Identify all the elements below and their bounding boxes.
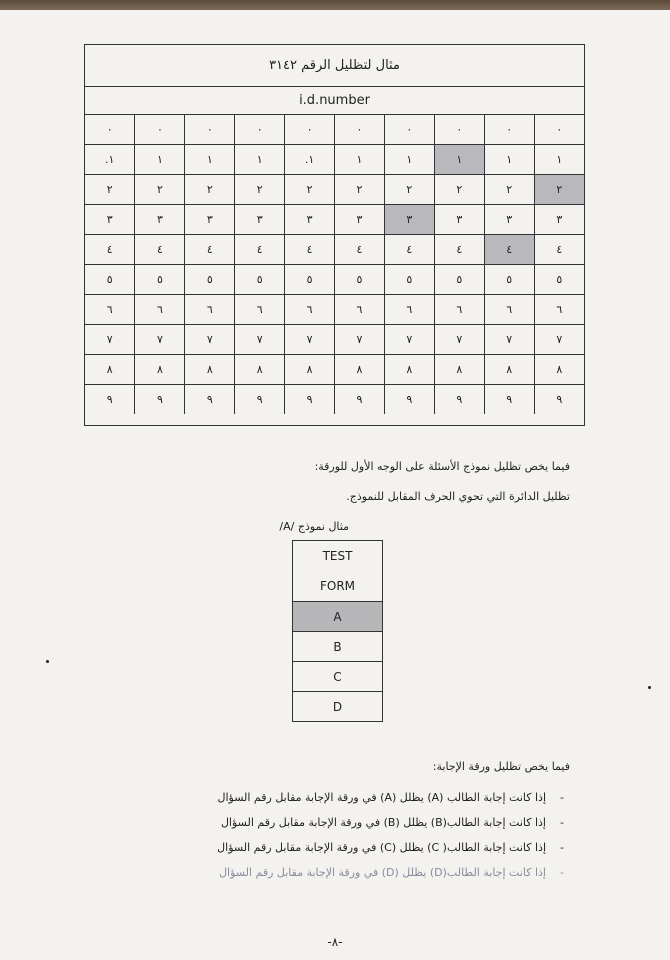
grid-cell: ٣ <box>185 205 235 235</box>
grid-cell: ٧ <box>235 325 285 355</box>
grid-cell: ٢ <box>85 175 135 205</box>
grid-cell: ٥ <box>484 265 534 295</box>
grid-cell: ٠ <box>534 115 584 145</box>
grid-cell: ٠ <box>384 115 434 145</box>
test-form-header-line2: FORM <box>319 579 356 593</box>
grid-cell: ٨ <box>434 355 484 385</box>
grid-cell: ٠ <box>85 115 135 145</box>
answer-bullet <box>217 785 570 810</box>
section1-heading: فيما يخص تظليل نموذج الأسئلة على الوجه الأول للورقة: <box>314 460 570 473</box>
grid-cell: ٨ <box>484 355 534 385</box>
grid-cell: ٨ <box>185 355 235 385</box>
grid-cell: ٥ <box>85 265 135 295</box>
test-form-option: D <box>293 691 382 721</box>
grid-cell: ٦ <box>434 295 484 325</box>
grid-cell: ٢ <box>534 175 584 205</box>
grid-cell: ٣ <box>285 205 335 235</box>
grid-cell: ٠ <box>235 115 285 145</box>
grid-cell: ٠ <box>335 115 385 145</box>
grid-cell: ١ <box>384 145 434 175</box>
page-number: -٨- <box>327 935 343 949</box>
grid-cell: ٤ <box>185 235 235 265</box>
grid-cell: ٨ <box>384 355 434 385</box>
section1-instruction: تظليل الدائرة التي تحوي الحرف المقابل للنموذج. <box>346 490 570 503</box>
bullet-dash: - <box>560 866 564 879</box>
bullet-text: إذا كانت إجابة الطالب(B) يظلل (B) في ورقة الإجابة مقابل رقم السؤال <box>220 816 546 829</box>
bullet-text: إذا كانت إجابة الطالب (A) يظلل (A) في ورقة الإجابة مقابل رقم السؤال <box>217 791 546 804</box>
test-form-box <box>292 540 383 722</box>
test-form-option: A <box>293 601 382 631</box>
answer-bullet <box>217 860 570 885</box>
grid-cell: ٨ <box>135 355 185 385</box>
grid-cell: ١ <box>185 145 235 175</box>
grid-cell: ٢ <box>335 175 385 205</box>
grid-cell: ٧ <box>285 325 335 355</box>
grid-cell: ٦ <box>534 295 584 325</box>
grid-cell: ٣ <box>235 205 285 235</box>
grid-cell: ٣ <box>135 205 185 235</box>
grid-cell: ١ <box>484 145 534 175</box>
id-table-title: مثال لتظليل الرقم ٣١٤٢ <box>85 45 584 87</box>
grid-cell: ٠ <box>484 115 534 145</box>
grid-cell: ٤ <box>384 235 434 265</box>
scan-speck <box>46 660 49 663</box>
grid-cell: ٦ <box>185 295 235 325</box>
grid-cell: ٢ <box>484 175 534 205</box>
id-number-table <box>84 44 585 426</box>
scan-speck <box>648 686 651 689</box>
grid-cell: ١ <box>235 145 285 175</box>
grid-cell: ٠ <box>285 115 335 145</box>
grid-cell: ٨ <box>235 355 285 385</box>
answer-bullet <box>217 835 570 860</box>
grid-row <box>85 265 584 295</box>
grid-cell: ٣ <box>534 205 584 235</box>
grid-cell: ٤ <box>534 235 584 265</box>
grid-cell: ٠ <box>185 115 235 145</box>
grid-cell: ٣ <box>434 205 484 235</box>
grid-cell: ٧ <box>135 325 185 355</box>
test-form-header-line1: TEST <box>322 549 353 563</box>
grid-cell: ٩ <box>384 385 434 415</box>
grid-cell: ٤ <box>285 235 335 265</box>
grid-cell: ٢ <box>135 175 185 205</box>
grid-row <box>85 205 584 235</box>
grid-cell: ٣ <box>384 205 434 235</box>
grid-cell: ٤ <box>484 235 534 265</box>
grid-cell: ٦ <box>335 295 385 325</box>
grid-cell: ٨ <box>335 355 385 385</box>
bullet-text: إذا كانت إجابة الطالب(D) يظلل (D) في ورقة الإجابة مقابل رقم السؤال <box>219 866 546 879</box>
grid-cell: ٥ <box>384 265 434 295</box>
answer-bullets <box>217 785 570 885</box>
grid-cell: ١. <box>85 145 135 175</box>
answer-bullet <box>217 810 570 835</box>
grid-cell: ٩ <box>285 385 335 415</box>
grid-cell: ٧ <box>335 325 385 355</box>
bullet-text: إذا كانت إجابة الطالب( C) يظلل (C) في ورقة الإجابة مقابل رقم السؤال <box>217 841 546 854</box>
grid-cell: ٨ <box>85 355 135 385</box>
grid-row <box>85 115 584 145</box>
grid-cell: ٤ <box>235 235 285 265</box>
grid-cell: ١ <box>335 145 385 175</box>
grid-cell: ٩ <box>484 385 534 415</box>
grid-cell: ٩ <box>185 385 235 415</box>
grid-cell: ٤ <box>85 235 135 265</box>
grid-cell: ٨ <box>534 355 584 385</box>
grid-cell: ٧ <box>185 325 235 355</box>
grid-cell: ٦ <box>235 295 285 325</box>
grid-cell: ٧ <box>484 325 534 355</box>
grid-row <box>85 295 584 325</box>
grid-cell: ٥ <box>185 265 235 295</box>
grid-cell: ١ <box>434 145 484 175</box>
grid-cell: ١ <box>135 145 185 175</box>
grid-cell: ٧ <box>534 325 584 355</box>
grid-row <box>85 235 584 265</box>
grid-cell: ٥ <box>285 265 335 295</box>
grid-cell: ٥ <box>534 265 584 295</box>
grid-cell: ٧ <box>434 325 484 355</box>
grid-row <box>85 385 584 415</box>
grid-cell: ٥ <box>235 265 285 295</box>
grid-cell: ٧ <box>384 325 434 355</box>
id-table-label: i.d.number <box>85 87 584 115</box>
grid-cell: ٦ <box>135 295 185 325</box>
grid-cell: ١ <box>534 145 584 175</box>
grid-cell: ٨ <box>285 355 335 385</box>
bullet-dash: - <box>560 791 564 804</box>
grid-cell: ٥ <box>135 265 185 295</box>
id-digit-grid <box>85 115 584 414</box>
grid-cell: ٩ <box>135 385 185 415</box>
example-label: مثال نموذج /A/ <box>279 520 349 533</box>
grid-cell: ٣ <box>484 205 534 235</box>
grid-cell: ٩ <box>235 385 285 415</box>
section2-heading: فيما يخص تظليل ورقة الإجابة: <box>432 760 570 773</box>
grid-cell: ٠ <box>434 115 484 145</box>
grid-cell: ٥ <box>434 265 484 295</box>
grid-cell: ٧ <box>85 325 135 355</box>
grid-cell: ٩ <box>85 385 135 415</box>
grid-cell: ٢ <box>185 175 235 205</box>
grid-cell: ٩ <box>335 385 385 415</box>
grid-cell: ٣ <box>85 205 135 235</box>
grid-row <box>85 325 584 355</box>
grid-cell: ٦ <box>285 295 335 325</box>
grid-cell: ٩ <box>534 385 584 415</box>
grid-cell: ٢ <box>285 175 335 205</box>
grid-cell: ٥ <box>335 265 385 295</box>
grid-cell: ٩ <box>434 385 484 415</box>
grid-row <box>85 145 584 175</box>
grid-cell: ٦ <box>85 295 135 325</box>
grid-cell: ٤ <box>434 235 484 265</box>
grid-cell: ٦ <box>384 295 434 325</box>
grid-row <box>85 175 584 205</box>
grid-cell: ٣ <box>335 205 385 235</box>
grid-cell: ٤ <box>335 235 385 265</box>
grid-cell: ٢ <box>434 175 484 205</box>
grid-cell: ٤ <box>135 235 185 265</box>
bullet-dash: - <box>560 816 564 829</box>
grid-cell: ٠ <box>135 115 185 145</box>
grid-cell: ٢ <box>384 175 434 205</box>
grid-cell: ١. <box>285 145 335 175</box>
grid-cell: ٦ <box>484 295 534 325</box>
grid-cell: ٢ <box>235 175 285 205</box>
test-form-option: B <box>293 631 382 661</box>
grid-row <box>85 355 584 385</box>
test-form-option: C <box>293 661 382 691</box>
bullet-dash: - <box>560 841 564 854</box>
